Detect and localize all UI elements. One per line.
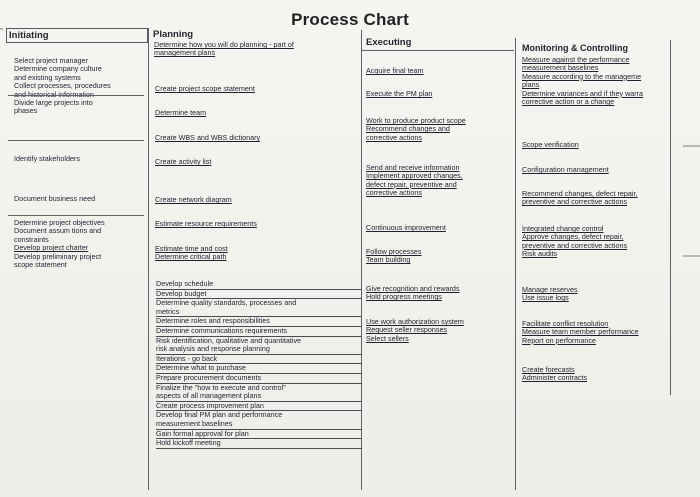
initiating-line: Determine company culture — [14, 64, 102, 74]
monitoring-line: Integrated change control — [522, 224, 604, 233]
planning-detail-list — [156, 280, 362, 449]
executing-line: Follow processes — [366, 247, 422, 256]
executing-block-2 — [366, 90, 432, 98]
monitoring-block-1 — [522, 56, 643, 106]
initiating-header: Initiating — [9, 30, 49, 41]
executing-block-3 — [366, 117, 466, 142]
planning-block-8 — [155, 245, 228, 262]
executing-header: Executing — [366, 37, 412, 48]
initiating-line: Develop preliminary project — [14, 251, 102, 261]
initiating-block-1 — [14, 57, 111, 116]
monitoring-line: Report on performance — [522, 335, 596, 345]
executing-line: Use work authorization system — [366, 317, 464, 326]
initiating-line: scope statement — [14, 260, 67, 270]
executing-line: Execute the PM plan — [366, 89, 433, 98]
initiating-line: Collect processes, procedures — [14, 81, 111, 91]
executing-block-8 — [366, 318, 464, 343]
executing-block-4 — [366, 164, 463, 198]
monitoring-line: Measure according to the manageme — [522, 71, 642, 81]
executing-line: Acquire final team — [366, 66, 424, 75]
planning-line: Hold kickoff meeting — [156, 439, 362, 449]
executing-block-6 — [366, 248, 422, 265]
initiating-line: Identify stakeholders — [14, 154, 80, 163]
planning-line: risk analysis and response planning — [156, 345, 362, 355]
planning-block-7 — [155, 220, 257, 228]
monitoring-line: Administer contracts — [522, 373, 588, 383]
monitoring-line: plans — [522, 80, 540, 90]
edge-marker — [683, 145, 700, 147]
executing-line: Request seller responses — [366, 325, 448, 335]
executing-line: Give recognition and rewards — [366, 284, 460, 293]
planning-line: Create process improvement plan — [156, 402, 362, 412]
monitoring-header: Monitoring & Controlling — [522, 43, 628, 53]
planning-line: Determine how you will do planning - part of — [154, 40, 294, 49]
planning-line: Create project scope statement — [155, 84, 255, 93]
planning-line: Create WBS and WBS dictionary — [155, 133, 261, 142]
planning-line: Risk identification, qualitative and quantitative — [156, 335, 302, 345]
planning-block-5 — [155, 158, 211, 166]
monitoring-line: Create forecasts — [522, 365, 575, 374]
monitoring-block-6 — [522, 286, 578, 303]
monitoring-line: measurement baselines — [522, 63, 599, 73]
planning-line: Create activity list — [155, 157, 212, 166]
monitoring-right-rule — [670, 40, 671, 395]
monitoring-line: Use issue logs — [522, 293, 569, 303]
planning-line: Finalize the "how to execute and control" — [156, 382, 286, 392]
executing-right-rule — [515, 38, 516, 490]
executing-line: Continuous improvement — [366, 223, 446, 232]
initiating-line: Select project manager — [14, 56, 88, 65]
planning-line: Develop schedule — [156, 280, 362, 290]
monitoring-block-4 — [522, 190, 637, 207]
initiating-line: Document business need — [14, 194, 96, 203]
executing-block-1 — [366, 67, 424, 75]
initiating-line: and historical information — [14, 89, 94, 99]
monitoring-block-7 — [522, 320, 639, 345]
planning-line: Determine what to purchase — [156, 364, 362, 374]
monitoring-line: Measure against the performance — [522, 55, 630, 64]
edge-marker — [683, 255, 700, 257]
monitoring-line: Configuration management — [522, 165, 609, 174]
initiating-block-3 — [14, 195, 95, 203]
monitoring-line: Measure team member performance — [522, 327, 639, 337]
planning-left-rule — [148, 28, 149, 490]
planning-block-3 — [155, 109, 206, 117]
executing-line: Team building — [366, 255, 411, 265]
monitoring-line: Manage reserves — [522, 285, 578, 294]
executing-line: Send and receive information — [366, 163, 460, 172]
monitoring-line: preventive and corrective actions — [522, 240, 628, 250]
monitoring-line: preventive and corrective actions — [522, 197, 628, 207]
monitoring-line: Facilitate conflict resolution — [522, 319, 609, 328]
planning-line: Determine communications requirements — [156, 327, 362, 337]
planning-line: Develop final PM plan and performance — [156, 410, 283, 420]
monitoring-block-2 — [522, 141, 579, 149]
planning-block-2 — [155, 85, 255, 93]
row-rule — [8, 140, 144, 141]
planning-line: Determine quality standards, processes and — [156, 298, 297, 308]
row-rule — [362, 50, 514, 51]
page-title: Process Chart — [291, 10, 409, 29]
edge-marker — [0, 28, 3, 30]
initiating-line: constraints — [14, 234, 49, 244]
executing-line: Hold progress meetings — [366, 292, 442, 302]
planning-block-4 — [155, 134, 260, 142]
initiating-line: phases — [14, 106, 38, 116]
monitoring-line: corrective action or a change — [522, 97, 615, 107]
executing-line: Select sellers — [366, 333, 409, 343]
executing-line: corrective actions — [366, 132, 422, 142]
planning-line: measurement baselines — [156, 420, 362, 430]
planning-line: Develop budget — [156, 290, 362, 300]
planning-block-1 — [154, 41, 294, 58]
initiating-line: and existing systems — [14, 72, 81, 82]
monitoring-block-3 — [522, 166, 609, 174]
monitoring-line: Determine variances and if they warra — [522, 88, 644, 98]
initiating-line: Determine project objectives — [14, 218, 105, 227]
planning-line: metrics — [156, 308, 362, 318]
executing-line: defect repair, preventive and — [366, 179, 457, 189]
planning-header: Planning — [153, 29, 194, 40]
monitoring-line: Scope verification — [522, 140, 579, 149]
planning-line: management plans — [154, 48, 216, 58]
planning-line: aspects of all management plans — [156, 392, 362, 402]
monitoring-line: Recommend changes, defect repair, — [522, 189, 638, 198]
initiating-block-4 — [14, 219, 105, 269]
executing-line: Implement approved changes, — [366, 171, 463, 181]
initiating-block-2 — [14, 155, 80, 163]
planning-line: Gain formal approval for plan — [156, 430, 362, 440]
row-rule — [8, 95, 144, 96]
initiating-line: Document assum tions and — [14, 226, 102, 236]
row-rule — [8, 215, 144, 216]
monitoring-block-8 — [522, 366, 587, 383]
executing-line: Recommend changes and — [366, 124, 450, 134]
executing-block-5 — [366, 224, 446, 232]
planning-block-6 — [155, 196, 232, 204]
planning-line: Iterations - go back — [156, 355, 362, 365]
executing-block-7 — [366, 285, 460, 302]
initiating-line: Divide large projects into — [14, 98, 93, 108]
planning-line: Prepare procurement documents — [156, 374, 362, 384]
monitoring-line: Approve changes, defect repair, — [522, 232, 624, 242]
monitoring-line: Risk audits — [522, 249, 558, 259]
planning-line: Determine roles and responsibilities — [156, 317, 362, 327]
monitoring-block-5 — [522, 225, 627, 259]
planning-line: Determine team — [155, 108, 207, 117]
planning-line: Create network diagram — [155, 195, 232, 204]
planning-line: Estimate resource requirements — [155, 219, 257, 228]
planning-line: Estimate time and cost — [155, 244, 228, 253]
planning-line: Determine critical path — [155, 252, 227, 262]
executing-line: Work to produce product scope — [366, 116, 466, 125]
executing-line: corrective actions — [366, 188, 422, 198]
initiating-line: Develop project charter — [14, 243, 89, 253]
